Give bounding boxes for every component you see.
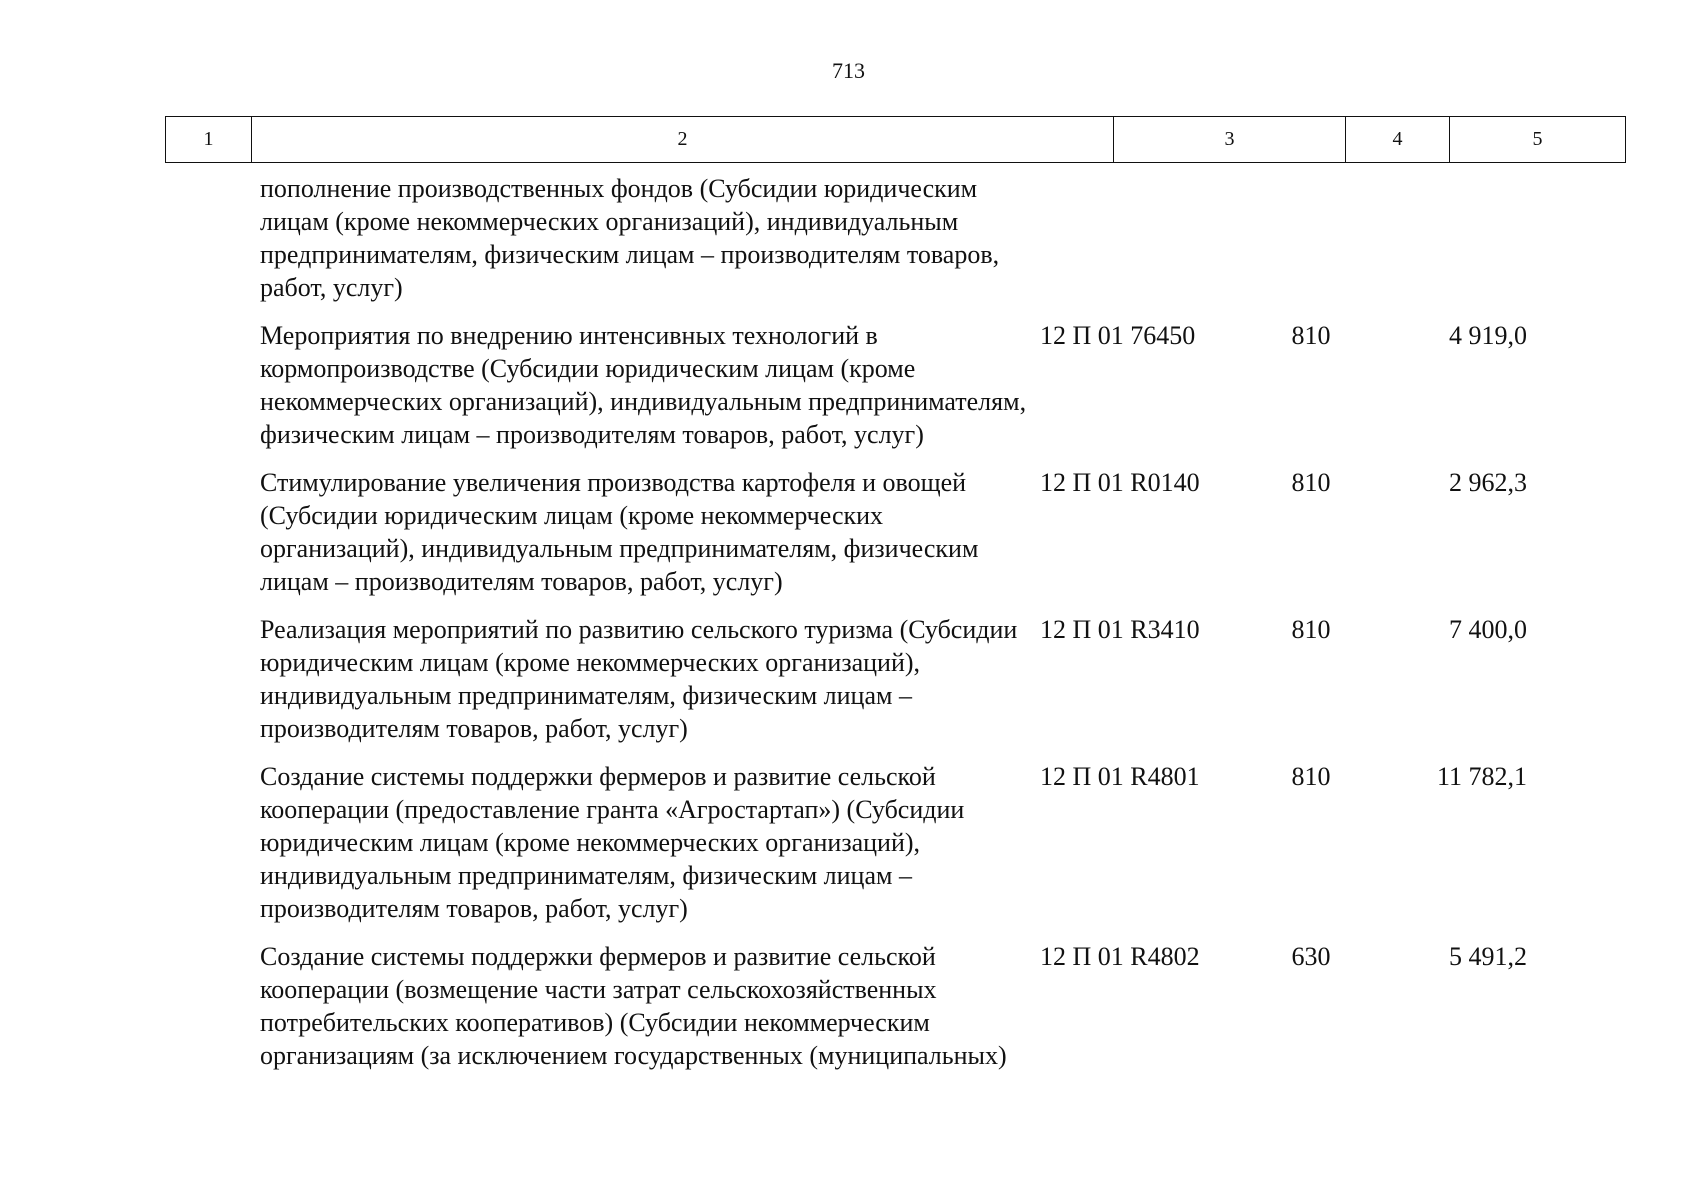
row-type: 810 (1291, 468, 1331, 497)
column-header-row (165, 116, 1626, 163)
table-body (165, 172, 1625, 1087)
row-type: 630 (1291, 942, 1331, 971)
column-header-1: 1 (166, 117, 252, 163)
column-header-2: 2 (252, 117, 1114, 163)
page-number: 713 (832, 58, 865, 83)
row-amount: 5 491,2 (1449, 942, 1527, 971)
row-code: 12 П 01 R0140 (1040, 468, 1200, 497)
row-type: 810 (1291, 615, 1331, 644)
column-header-4: 4 (1346, 117, 1450, 163)
table-row (165, 760, 1625, 925)
row-code: 12 П 01 76450 (1040, 321, 1196, 350)
row-type: 810 (1291, 321, 1331, 350)
row-amount: 4 919,0 (1449, 321, 1527, 350)
column-header-5: 5 (1450, 117, 1626, 163)
table-row (165, 172, 1625, 304)
row-description: Стимулирование увеличения производства картофеля и овощей (Субсидии юридическим лицам (кроме некоммерческих организаций), индивидуальным предпринимателям, физическим лицам – производителям товаров, работ, услуг) (260, 468, 979, 596)
row-amount: 11 782,1 (1436, 762, 1527, 791)
row-description: Мероприятия по внедрению интенсивных технологий в кормопроизводстве (Субсидии юридическим лицам (кроме некоммерческих организаций), индивидуальным предпринимателям, физическим лицам – производителям товаров, работ, услуг) (260, 321, 1027, 449)
row-type: 810 (1291, 762, 1331, 791)
row-description: пополнение производственных фондов (Субсидии юридическим лицам (кроме некоммерческих организаций), индивидуальным предпринимателям, физическим лицам – производителям товаров, работ, услуг) (260, 174, 1000, 302)
row-code: 12 П 01 R3410 (1040, 615, 1200, 644)
row-amount: 2 962,3 (1449, 468, 1527, 497)
table-row (165, 940, 1625, 1072)
row-amount: 7 400,0 (1449, 615, 1527, 644)
row-description: Реализация мероприятий по развитию сельского туризма (Субсидии юридическим лицам (кроме некоммерческих организаций), индивидуальным предпринимателям, физическим лицам – производителям товаров, работ, услуг) (260, 615, 1018, 743)
row-code: 12 П 01 R4802 (1040, 942, 1200, 971)
row-description: Создание системы поддержки фермеров и развитие сельской кооперации (предоставление гранта «Агростартап») (Субсидии юридическим лицам (кроме некоммерческих организаций), индивидуальным предпринимателям, физическим лицам – производителям товаров, работ, услуг) (260, 762, 965, 923)
table-row (165, 319, 1625, 451)
column-header-3: 3 (1114, 117, 1346, 163)
table-row (165, 466, 1625, 598)
row-description: Создание системы поддержки фермеров и развитие сельской кооперации (возмещение части затрат сельскохозяйственных потребительских кооперативов) (Субсидии некоммерческим организациям (за исключением государственных (муниципальных) (260, 942, 1007, 1070)
row-code: 12 П 01 R4801 (1040, 762, 1200, 791)
table-row (165, 613, 1625, 745)
